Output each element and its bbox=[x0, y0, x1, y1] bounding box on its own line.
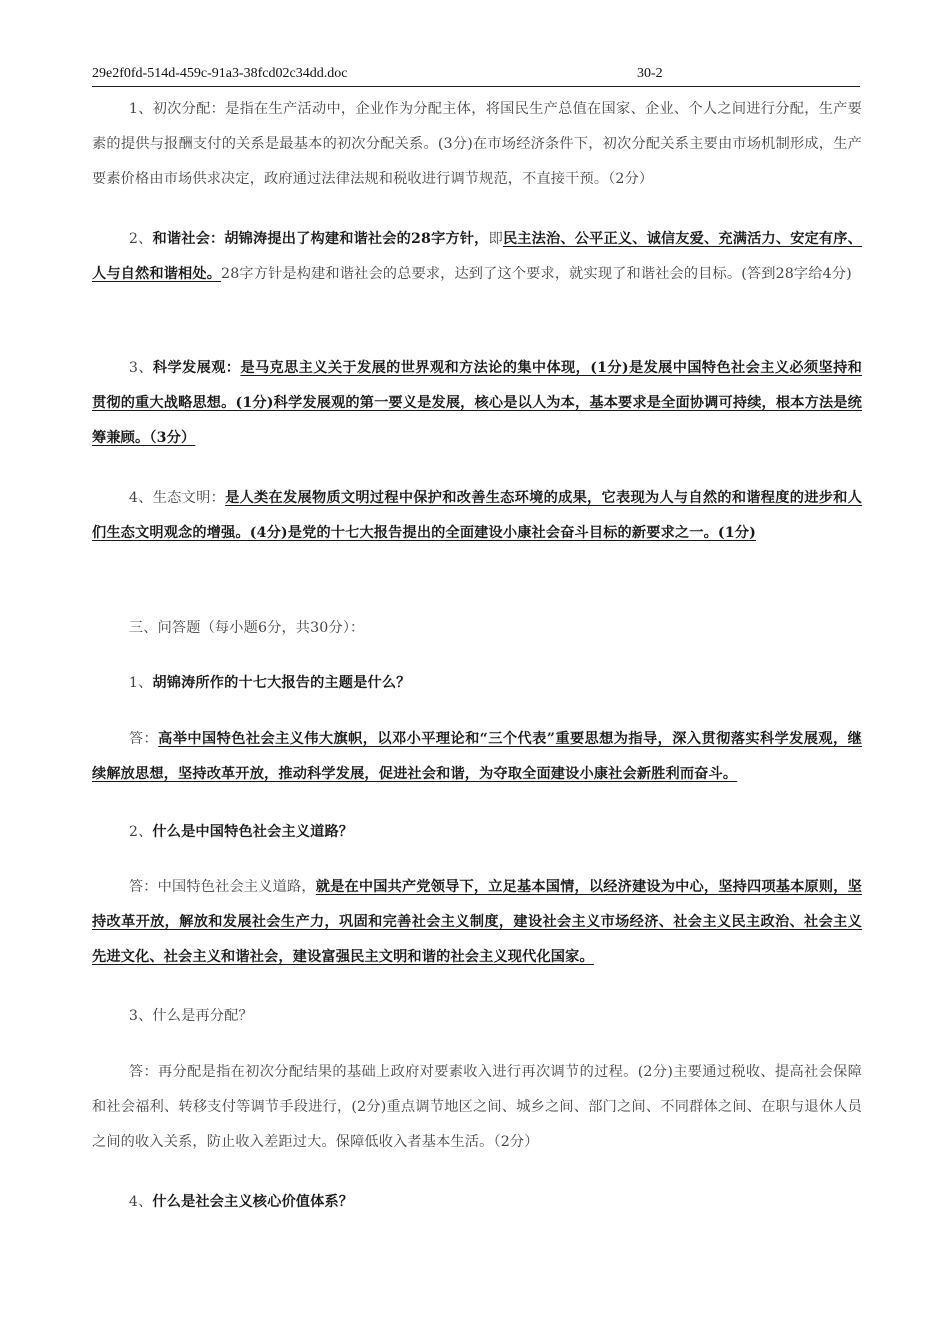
paragraph-primary-distribution bbox=[92, 92, 862, 197]
harmonious-society-keypoints: 民主法治、公平正义、诚信友爱、充满活力、安定有序、人与自然和谐相处。 bbox=[92, 231, 862, 282]
section-title-text: 三、问答题（每小题6分，共30分）： bbox=[128, 620, 365, 636]
harmonious-society-prefix: 2、 bbox=[128, 231, 153, 247]
answer-2-prefix: 答：中国特色社会主义道路， bbox=[128, 879, 316, 895]
scientific-development-prefix: 3、 bbox=[128, 360, 153, 376]
paragraph-ecological-civilization bbox=[92, 481, 862, 551]
scientific-development-definition: 是马克思主义关于发展的世界观和方法论的集中体现，(1分)是发展中国特色社会主义必须坚持和贯彻的重大战略思想。(1分)科学发展观的第一要义是发展，核心是以人为本，基本要求是全面协调可持续，根本方法是统筹兼顾。（3分） bbox=[92, 360, 863, 446]
question-1 bbox=[92, 666, 862, 701]
harmonious-society-term: 和谐社会：胡锦涛提出了构建和谐社会的28字方针， bbox=[152, 231, 489, 247]
question-4-text: 什么是社会主义核心价值体系？ bbox=[152, 1194, 354, 1210]
header-page-number: 30-2 bbox=[637, 66, 663, 81]
question-2-num: 2、 bbox=[128, 824, 153, 840]
header-filename: 29e2f0fd-514d-459c-91a3-38fcd02c34dd.doc bbox=[92, 66, 348, 81]
answer-1-text: 高举中国特色社会主义伟大旗帜，以邓小平理论和“三个代表”重要思想为指导，深入贯彻落实科学发展观，继续解放思想，坚持改革开放，推动科学发展，促进社会和谐，为夺取全面建设小康社会新胜利而奋斗。 bbox=[92, 731, 862, 782]
answer-1 bbox=[92, 722, 862, 792]
question-1-text: 胡锦涛所作的十七大报告的主题是什么？ bbox=[152, 675, 411, 691]
answer-1-prefix: 答： bbox=[128, 731, 159, 747]
section-title bbox=[92, 611, 862, 646]
ecological-civilization-prefix: 4、生态文明： bbox=[128, 490, 226, 506]
page-header bbox=[92, 66, 860, 87]
question-2 bbox=[92, 815, 862, 850]
paragraph-harmonious-society bbox=[92, 222, 862, 292]
harmonious-society-mid: 即 bbox=[488, 231, 503, 247]
question-4 bbox=[92, 1185, 862, 1220]
harmonious-society-rest: 28字方针是构建和谐社会的总要求，达到了这个要求，就实现了和谐社会的目标。(答到28字给4分) bbox=[221, 266, 852, 282]
question-2-text: 什么是中国特色社会主义道路？ bbox=[152, 824, 354, 840]
primary-distribution-text: 1、初次分配：是指在生产活动中，企业作为分配主体，将国民生产总值在国家、企业、个人之间进行分配，生产要素的提供与报酬支付的关系是最基本的初次分配关系。(3分)在市场经济条件下，初次分配关系主要由市场机制形成，生产要素价格由市场供求决定，政府通过法律法规和税收进行调节规范，不直接干预。（2分） bbox=[92, 101, 862, 187]
scientific-development-term: 科学发展观： bbox=[152, 360, 241, 376]
ecological-civilization-definition: 是人类在发展物质文明过程中保护和改善生态环境的成果，它表现为人与自然的和谐程度的进步和人们生态文明观念的增强。(4分)是党的十七大报告提出的全面建设小康社会奋斗目标的新要求之一。(1分) bbox=[92, 490, 862, 541]
answer-3-text: 答：再分配是指在初次分配结果的基础上政府对要素收入进行再次调节的过程。(2分)主要通过税收、提高社会保障和社会福利、转移支付等调节手段进行，(2分)重点调节地区之间、城乡之间、部门之间、不同群体之间、在职与退休人员之间的收入关系，防止收入差距过大。保障低收入者基本生活。（2分） bbox=[92, 1064, 862, 1150]
answer-2 bbox=[92, 870, 862, 975]
answer-2-text: 就是在中国共产党领导下，立足基本国情，以经济建设为中心，坚持四项基本原则，坚持改革开放，解放和发展社会生产力，巩固和完善社会主义制度，建设社会主义市场经济、社会主义民主政治、社会主义先进文化、社会主义和谐社会，建设富强民主文明和谐的社会主义现代化国家。 bbox=[92, 879, 863, 965]
paragraph-scientific-development bbox=[92, 351, 862, 456]
question-1-num: 1、 bbox=[128, 675, 153, 691]
answer-3 bbox=[92, 1055, 862, 1160]
question-3 bbox=[92, 999, 862, 1034]
question-4-num: 4、 bbox=[128, 1194, 153, 1210]
question-3-text: 3、什么是再分配？ bbox=[128, 1008, 253, 1024]
